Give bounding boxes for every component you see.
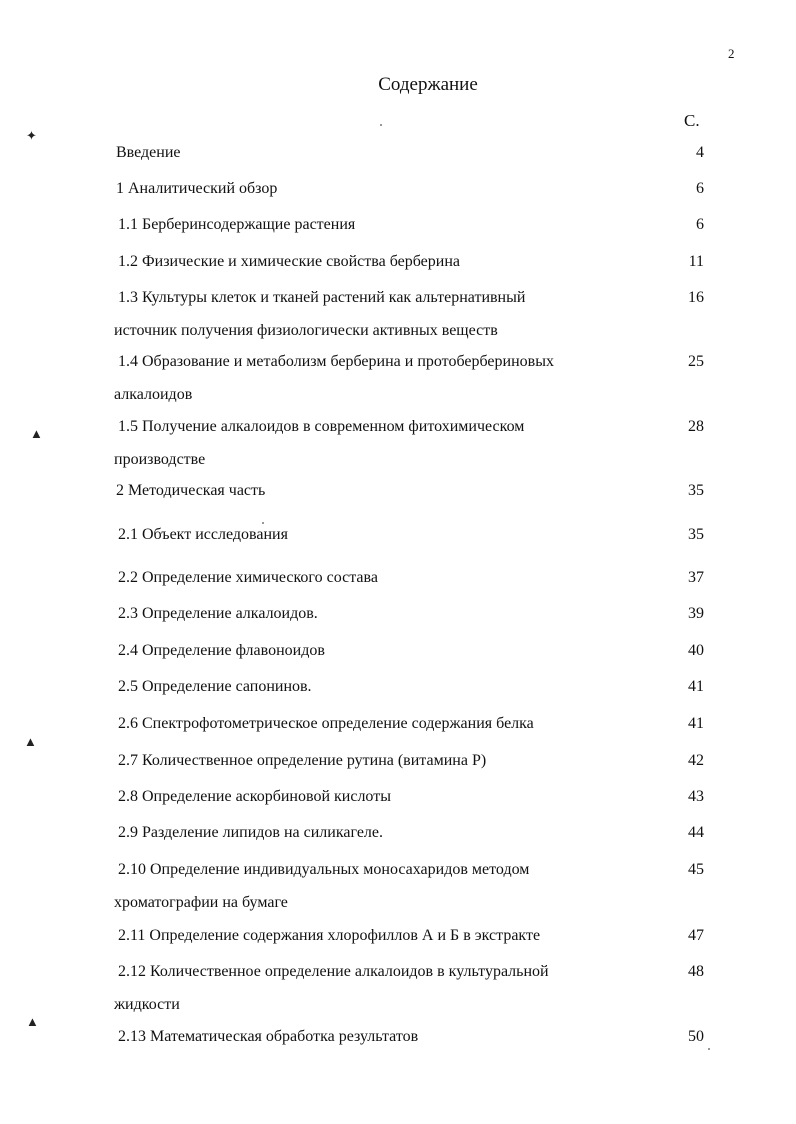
scan-speck (708, 1048, 710, 1050)
toc-entry-title: 1.3 Культуры клеток и тканей растений как альтернативный (118, 289, 526, 306)
toc-entry-page: 43 (688, 788, 704, 805)
toc-entry-title: 2.10 Определение индивидуальных моносахаридов методом (118, 861, 530, 878)
toc-entry-page: 41 (688, 678, 704, 695)
toc-entry-page: 35 (688, 482, 704, 499)
toc-entry-title: производстве (114, 451, 206, 468)
scan-mark: ✦ (26, 128, 37, 143)
toc-entry-page: 47 (688, 927, 704, 944)
page-title: Содержание (378, 74, 478, 95)
toc-entry-page: 40 (688, 642, 704, 659)
toc-entry-title: Введение (116, 144, 181, 161)
toc-entry-title: 1.2 Физические и химические свойства берберина (118, 253, 461, 270)
toc-entry-title: алкалоидов (114, 386, 193, 403)
toc-entry-page: 4 (696, 144, 704, 161)
scan-mark: ▲ (26, 1014, 39, 1029)
toc-entry-title: 2.3 Определение алкалоидов. (118, 605, 318, 622)
toc-entry-page: 45 (688, 861, 704, 878)
toc-entry-title: 2.7 Количественное определение рутина (витамина Р) (118, 752, 487, 769)
toc-entry-page: 28 (688, 418, 704, 435)
scan-speck (262, 522, 264, 524)
toc-entry-title: 1.5 Получение алкалоидов в современном фитохимическом (118, 418, 525, 435)
toc-entry-page: 42 (688, 752, 704, 769)
toc-entry-page: 41 (688, 715, 704, 732)
toc-entry-title: 2.13 Математическая обработка результатов (118, 1028, 419, 1045)
toc-entry-page: 50 (688, 1028, 704, 1045)
scan-mark: ▲ (30, 426, 43, 441)
toc-entry-title: 2.8 Определение аскорбиновой кислоты (118, 788, 391, 805)
toc-entry-title: 2.2 Определение химического состава (118, 569, 378, 586)
toc-entry-title: источник получения физиологически активных веществ (114, 322, 498, 339)
page-column-label: С. (684, 111, 700, 130)
toc-entry-title: 2 Методическая часть (116, 482, 266, 499)
toc-entry-page: 37 (688, 569, 704, 586)
toc-entry-page: 44 (688, 824, 704, 841)
toc-entry-title: 2.6 Спектрофотометрическое определение содержания белка (118, 715, 534, 732)
toc-entry-title: 2.4 Определение флавоноидов (118, 642, 325, 659)
toc-entry-page: 25 (688, 353, 704, 370)
scan-speck (380, 124, 382, 126)
toc-entry-title: 2.12 Количественное определение алкалоидов в культуральной (118, 963, 549, 980)
toc-entry-title: 2.11 Определение содержания хлорофиллов А и Б в экстракте (118, 927, 541, 944)
toc-entry-page: 6 (696, 180, 704, 197)
scan-mark: ▲ (24, 734, 37, 749)
toc-entry-title: 1 Аналитический обзор (116, 180, 278, 197)
toc-entry-title: 1.1 Берберинсодержащие растения (118, 216, 356, 233)
toc-entry-page: 35 (688, 526, 704, 543)
page-number: 2 (728, 46, 735, 61)
toc-entry-page: 11 (688, 253, 704, 270)
toc-entry-page: 6 (696, 216, 704, 233)
toc-entry-title: 1.4 Образование и метаболизм берберина и протоберберинoвых (118, 353, 554, 370)
toc-entry-title: жидкости (114, 996, 180, 1013)
toc-entry-title: 2.9 Разделение липидов на силикагеле. (118, 824, 383, 841)
toc-entry-title: хроматографии на бумаге (114, 894, 288, 911)
toc-entry-page: 39 (688, 605, 704, 622)
toc-entry-page: 48 (688, 963, 704, 980)
toc-entry-title: 2.5 Определение сапонинов. (118, 678, 312, 695)
toc-entry-title: 2.1 Объект исследования (118, 526, 288, 543)
toc-entry-page: 16 (688, 289, 704, 306)
